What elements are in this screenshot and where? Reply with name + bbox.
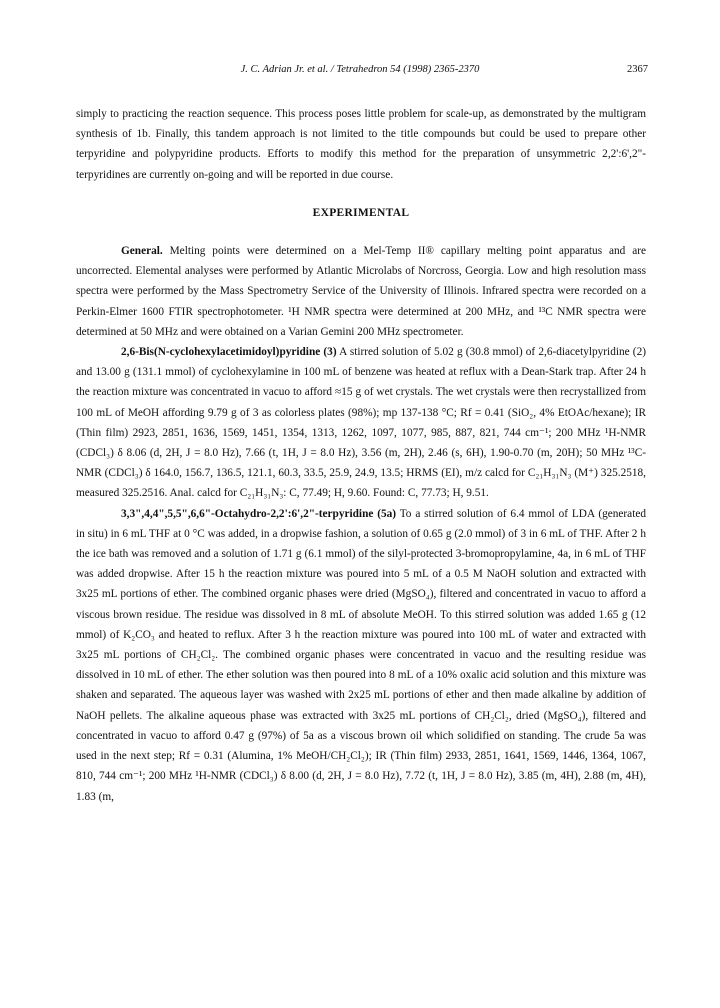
compound-3-paragraph [76, 342, 646, 504]
intro-paragraph: simply to practicing the reaction sequence. This process poses little problem for scale-up, as demonstrated by the multigram synthesis of 1b. Finally, this tandem approach is not limited to the title compounds but could be used to prepare other terpyridine and polypyridine products. Efforts to modify this method for the preparation of unsymmetric 2,2':6',2"-terpyridines are currently on-going and will be reported in due course. [76, 108, 646, 181]
compound-5a-text: To a stirred solution of 6.4 mmol of LDA (generated in situ) in 6 mL THF at 0 °C was added, in a dropwise fashion, a solution of 0.65 g (2.0 mmol) of 3 in 6 mL of THF. After 2 h the ice bath was removed and a solution of 1.71 g (6.1 mmol) of the silyl-protected 3-bromopropylamine, 4a, in 6 mL of THF was added dropwise. After 15 h the reaction mixture was poured into 5 mL of a 0.5 M NaOH solution and extracted with 3x25 mL portions of ether. The combined organic phases were dried (MgSO₄), filtered and concentrated in vacuo to afford a viscous brown residue. The residue was dissolved in 8 mL of absolute MeOH. To this stirred solution was added 1.65 g (12 mmol) of K₂CO₃ and heated to reflux. After 3 h the reaction mixture was poured into 100 mL of water and extracted with 3x25 mL portions of CH₂Cl₂. The combined organic phases were concentrated in vacuo and the resulting residue was dissolved in 10 mL of ether. The ether solution was then poured into 8 mL of a 10% oxalic acid solution and this mixture was shaken and separated. The aqueous layer was washed with 2x25 mL portions of ether and then made alkaline by addition of NaOH pellets. The alkaline aqueous phase was extracted with 3x25 mL portions of CH₂Cl₂, dried (MgSO₄), filtered and concentrated in vacuo to afford 0.47 g (97%) of 5a as a viscous brown oil which solidified on standing. The crude 5a was used in the next step; Rf = 0.31 (Alumina, 1% MeOH/CH₂Cl₂); IR (Thin film) 2933, 2851, 1641, 1569, 1446, 1364, 1067, 810, 744 cm⁻¹; 200 MHz ¹H-NMR (CDCl₃) δ 8.00 (d, 2H, J = 8.0 Hz), 7.72 (t, 1H, J = 8.0 Hz), 3.85 (m, 4H), 2.88 (m, 4H), 1.83 (m, [76, 507, 646, 803]
page-number: 2367 [627, 64, 648, 75]
general-text: Melting points were determined on a Mel-Temp II® capillary melting point apparatus and are uncorrected. Elemental analyses were performed by Atlantic Microlabs of Norcross, Georgia. Low and high resolution mass spectra were performed by the Mass Spectrometry Service of the University of Illinois. Infrared spectra were recorded on a Perkin-Elmer 1600 FTIR spectrophotometer. ¹H NMR spectra were determined at 200 MHz, and ¹³C NMR spectra were determined at 50 MHz and were obtained on a Varian Gemini 200 MHz spectrometer. [76, 245, 646, 338]
section-heading: EXPERIMENTAL [312, 206, 410, 219]
compound-5a-paragraph [76, 504, 646, 807]
compound-3-label: 2,6-Bis(N-cyclohexylacetimidoyl)pyridine (3) [121, 346, 337, 359]
running-header [0, 64, 720, 80]
general-paragraph [76, 241, 646, 342]
article-body [76, 104, 646, 807]
general-label: General. [121, 245, 163, 258]
compound-5a-label: 3,3",4,4",5,5",6,6"-Octahydro-2,2':6',2"-terpyridine (5a) [121, 507, 397, 520]
running-title: J. C. Adrian Jr. et al. / Tetrahedron 54 (1998) 2365-2370 [240, 64, 480, 75]
compound-3-text: A stirred solution of 5.02 g (30.8 mmol) of 2,6-diacetylpyridine (2) and 13.00 g (131.1 mmol) of cyclohexylamine in 100 mL of benzene was heated at reflux with a Dean-Stark trap. After 24 h the reaction mixture was concentrated in vacuo to afford ≈15 g of wet crystals. The wet crystals were then recrystallized from 100 mL of MeOH affording 9.79 g of 3 as colorless plates (98%); mp 137-138 °C; Rf = 0.41 (SiO₂, 4% EtOAc/hexane); IR (Thin film) 2923, 2851, 1636, 1569, 1451, 1354, 1313, 1262, 1097, 1077, 985, 887, 821, 744 cm⁻¹; 200 MHz ¹H-NMR (CDCl₃) δ 8.06 (d, 2H, J = 8.0 Hz), 7.66 (t, 1H, J = 8.0 Hz), 3.56 (m, 2H), 2.46 (s, 6H), 1.90-0.70 (m, 20H); 50 MHz ¹³C-NMR (CDCl₃) δ 164.0, 156.7, 136.5, 121.1, 60.3, 33.5, 25.9, 24.9, 13.5; HRMS (EI), m/z calcd for C₂₁H₃₁N₃ (M⁺) 325.2518, measured 325.2516. Anal. calcd for C₂₁H₃₁N₃: C, 77.49; H, 9.60. Found: C, 77.73; H, 9.51. [76, 346, 646, 500]
